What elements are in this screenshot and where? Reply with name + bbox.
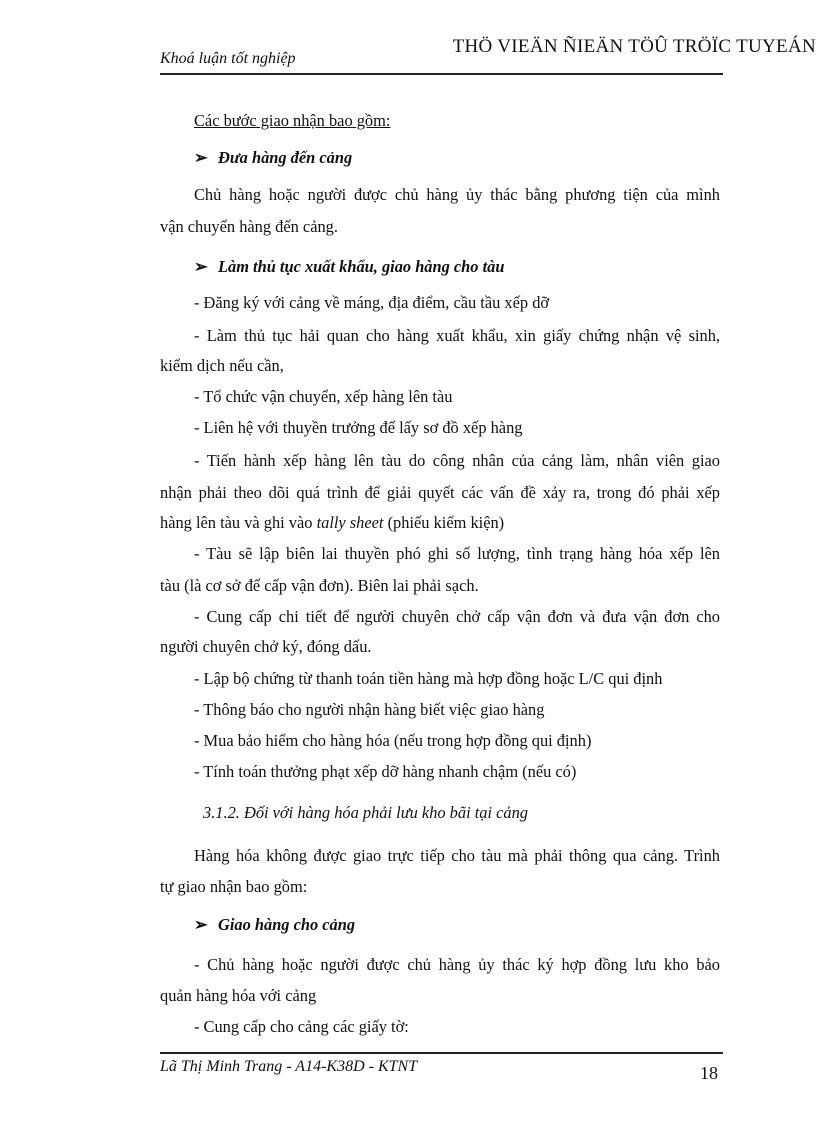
list-item: - Lập bộ chứng từ thanh toán tiền hàng mà hợp đồng hoặc L/C qui định (194, 669, 663, 688)
list-item: - Chủ hàng hoặc người được chủ hàng ủy thác ký hợp đồng lưu kho bảo (194, 955, 720, 974)
list-item: - Tiến hành xếp hàng lên tàu do công nhân của cảng làm, nhân viên giao (194, 451, 720, 470)
list-item: - Tàu sẽ lập biên lai thuyền phó ghi số lượng, tình trạng hàng hóa xếp lên (194, 544, 720, 563)
list-item: - Tính toán thưởng phạt xếp dỡ hàng nhanh chậm (nếu có) (194, 762, 577, 781)
list-item-continued: quản hàng hóa với cảng (160, 986, 317, 1005)
list-item-continued: nhận phải theo dõi quá trình để giải quyết các vấn đề xảy ra, trong đó phải xếp (160, 483, 720, 502)
list-item: - Cung cấp cho cảng các giấy tờ: (194, 1017, 409, 1036)
list-item: - Cung cấp chi tiết để người chuyên chở cấp vận đơn và đưa vận đơn cho (194, 607, 720, 626)
header-doc-type: Khoá luận tốt nghiệp (160, 50, 296, 67)
steps-intro: Các bước giao nhận bao gồm: (194, 111, 391, 130)
list-item-continued (160, 512, 504, 534)
footer-author: Lã Thị Minh Trang - A14-K38D - KTNT (160, 1058, 418, 1075)
footer-divider (160, 1052, 723, 1054)
heading-export-procedures (194, 256, 504, 278)
paragraph-line: Chủ hàng hoặc người được chủ hàng ủy thác bằng phương tiện của mình (194, 185, 720, 204)
text-segment: hàng lên tàu và ghi vào (160, 513, 317, 532)
list-item: - Liên hệ với thuyền trưởng để lấy sơ đồ xếp hàng (194, 418, 523, 437)
header-site-title: THÖ VIEÄN ÑIEÄN TÖÛ TRÖÏC TUYEÁN (452, 36, 816, 57)
list-item: - Tổ chức vận chuyển, xếp hàng lên tàu (194, 387, 453, 406)
paragraph-line: Hàng hóa không được giao trực tiếp cho tàu mà phải thông qua cảng. Trình (194, 846, 720, 865)
list-item-continued: tàu (là cơ sở để cấp vận đơn). Biên lai phải sạch. (160, 576, 479, 595)
header-divider (160, 73, 723, 75)
list-item-continued: người chuyên chở ký, đóng dấu. (160, 637, 372, 656)
arrowhead-bullet-icon: ➢ (194, 148, 208, 167)
arrowhead-bullet-icon: ➢ (194, 257, 208, 276)
heading-text: Làm thủ tục xuất khẩu, giao hàng cho tàu (218, 257, 505, 276)
list-item: - Thông báo cho người nhận hàng biết việc giao hàng (194, 700, 545, 719)
list-item: - Đăng ký với cảng về máng, địa điểm, cầu tầu xếp dỡ (194, 293, 550, 312)
heading-text: Giao hàng cho cảng (218, 915, 356, 934)
text-segment: (phiếu kiểm kiện) (383, 513, 505, 532)
page-number: 18 (700, 1063, 718, 1083)
heading-deliver-to-port (194, 147, 352, 169)
heading-text: Đưa hàng đến cảng (218, 148, 353, 167)
arrowhead-bullet-icon: ➢ (194, 915, 208, 934)
tally-sheet-term: tally sheet (316, 513, 384, 532)
list-item-continued: kiểm dịch nếu cần, (160, 356, 284, 375)
heading-deliver-goods-to-port (194, 914, 355, 936)
list-item: - Làm thủ tục hải quan cho hàng xuất khẩu, xin giấy chứng nhận vệ sinh, (194, 326, 720, 345)
paragraph-line: tự giao nhận bao gồm: (160, 877, 308, 896)
paragraph-line: vận chuyển hàng đến cảng. (160, 217, 338, 236)
list-item: - Mua bảo hiểm cho hàng hóa (nếu trong hợp đồng qui định) (194, 731, 592, 750)
section-heading: 3.1.2. Đối với hàng hóa phải lưu kho bãi tại cảng (203, 803, 528, 822)
